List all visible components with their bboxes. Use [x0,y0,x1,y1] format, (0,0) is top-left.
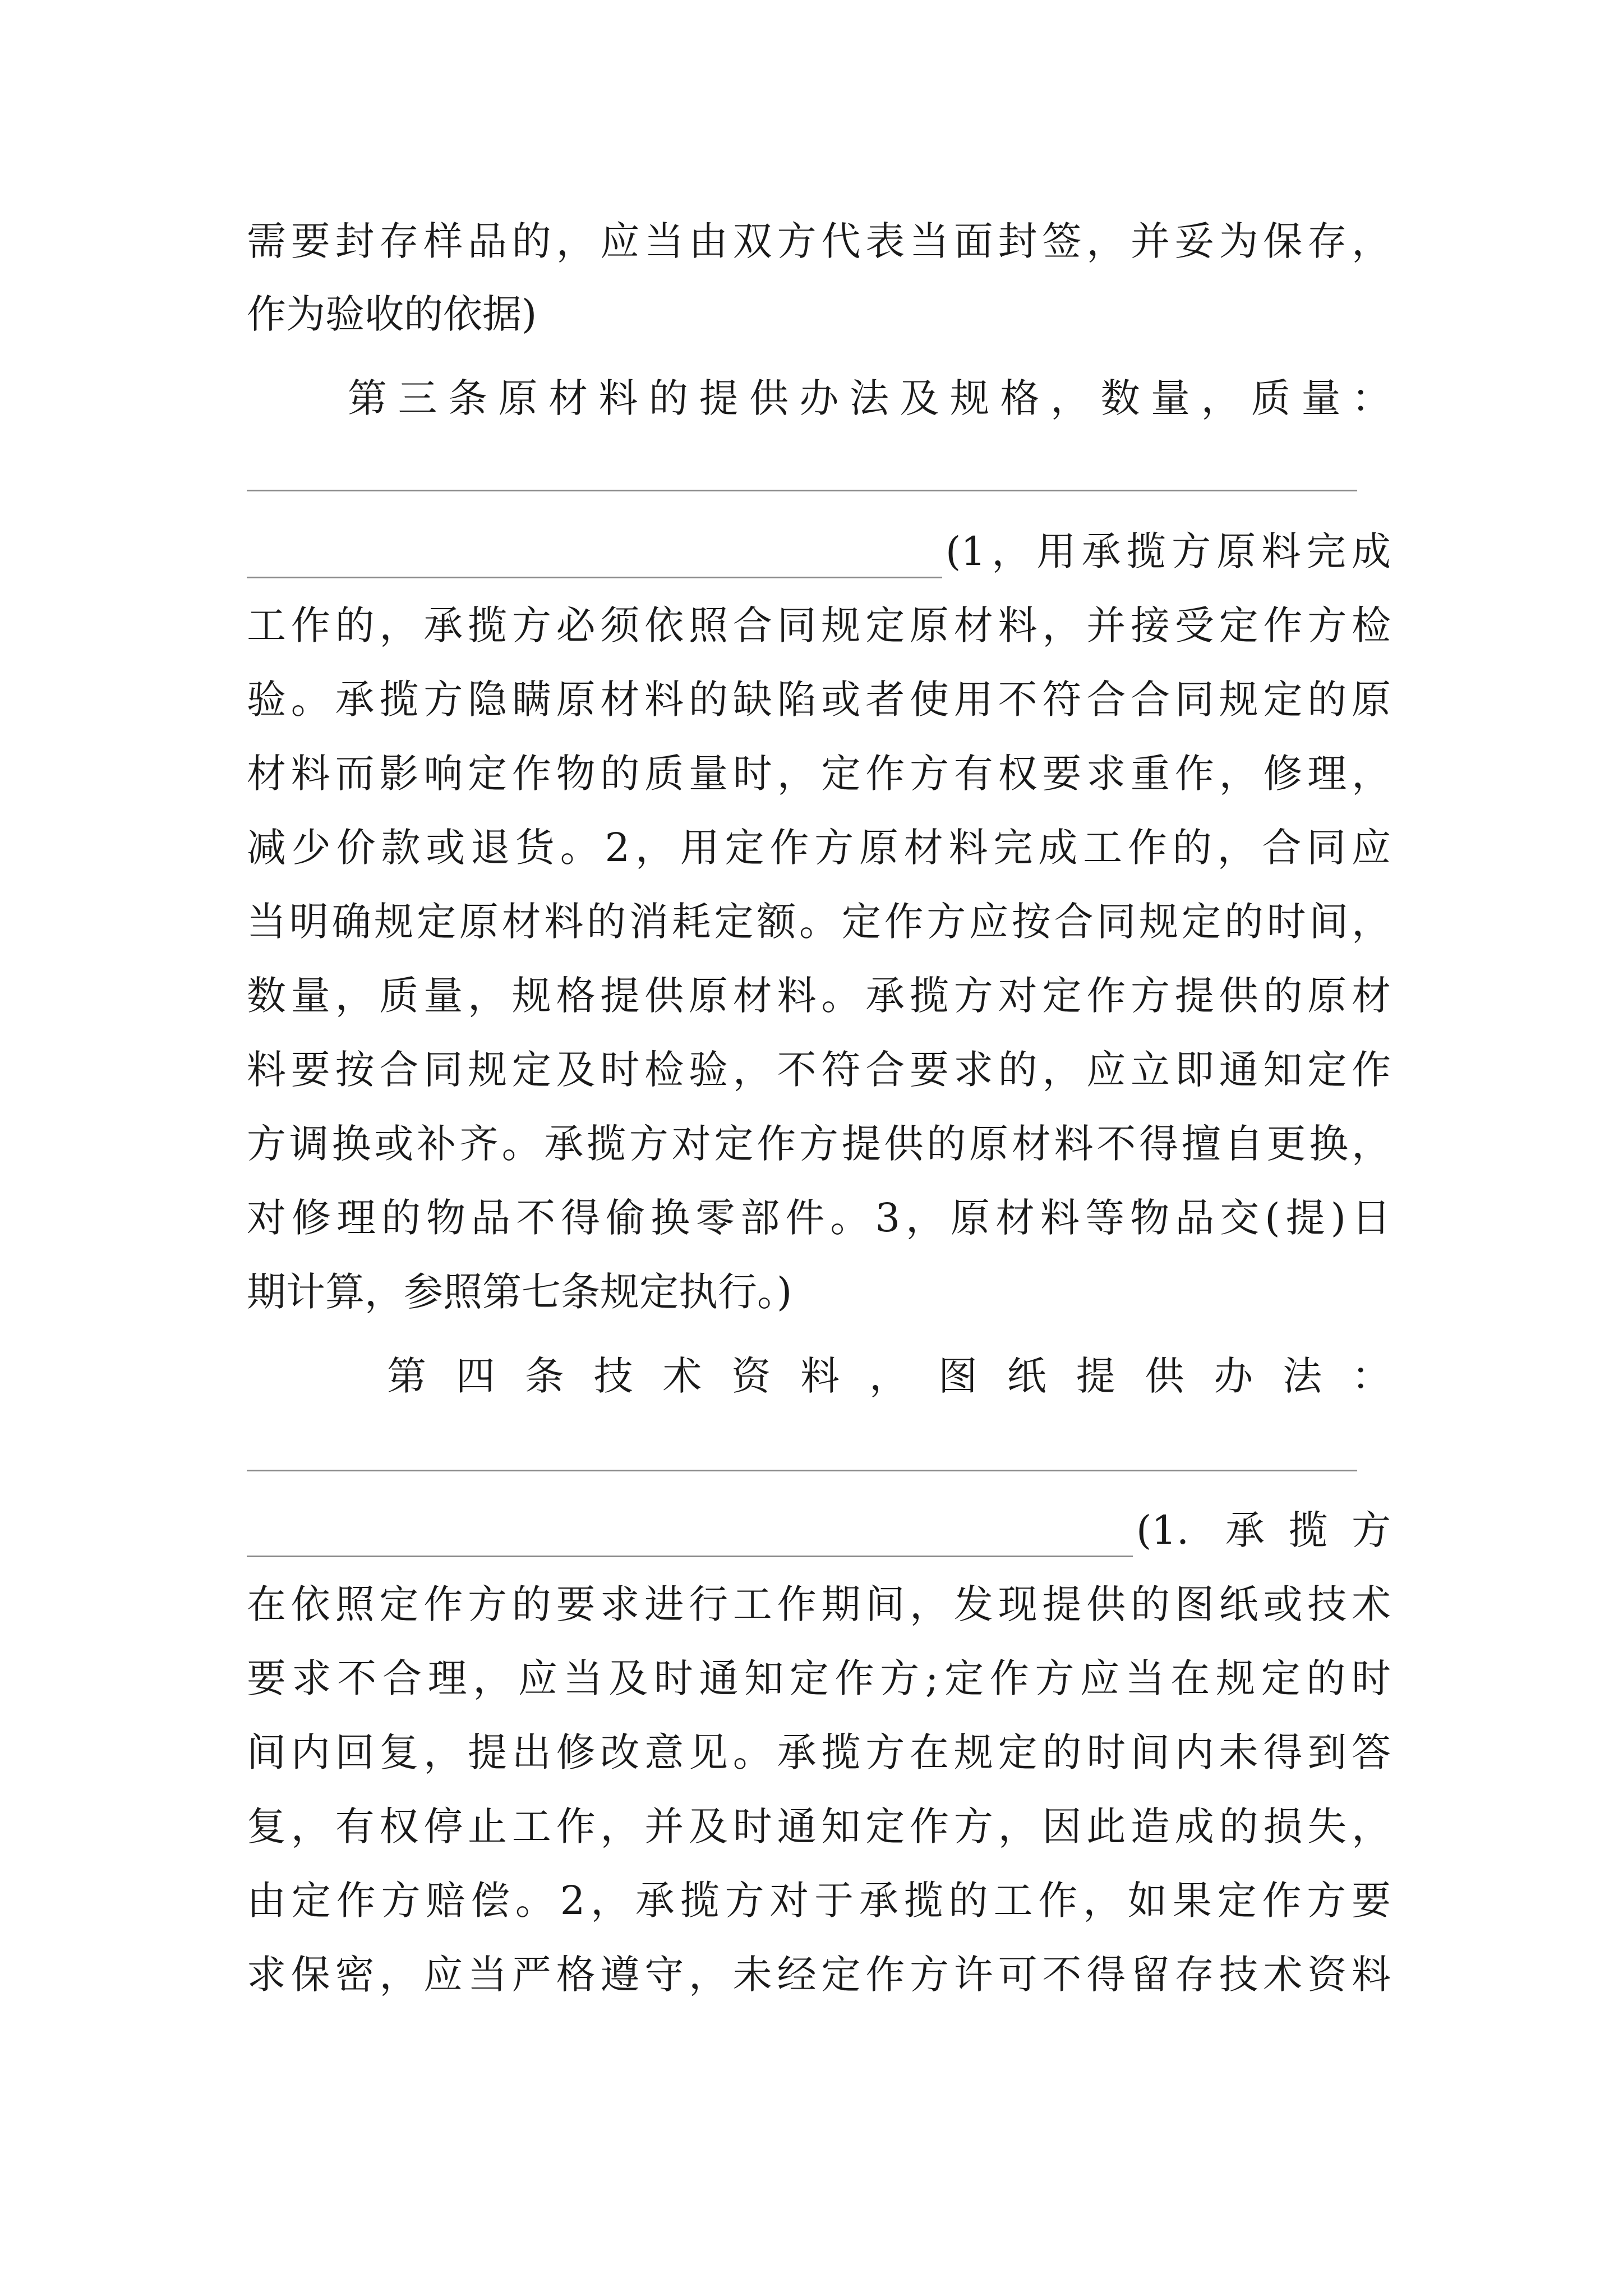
body-line: 当明确规定原材料的消耗定额。定作方应按合同规定的时间， [247,899,1391,945]
body-line: 工作的，承揽方必须依照合同规定原材料，并接受定作方检 [247,602,1391,648]
body-line: 要求不合理，应当及时通知定作方;定作方应当在规定的时 [247,1655,1391,1701]
body-line [247,1503,1391,1557]
body-line: 期计算，参照第七条规定执行。) [247,1269,792,1315]
body-line-text: (1，用承揽方原料完成 [946,528,1391,574]
body-line: 间内回复，提出修改意见。承揽方在规定的时间内未得到答 [247,1729,1391,1775]
body-line: 在依照定作方的要求进行工作期间，发现提供的图纸或技术 [247,1581,1391,1627]
body-line: 求保密，应当严格遵守，未经定作方许可不得留存技术资料 [247,1952,1391,1998]
body-line: 减少价款或退货。2，用定作方原材料完成工作的，合同应 [247,825,1391,871]
body-line: 需要封存样品的，应当由双方代表当面封签，并妥为保存， [247,218,1391,264]
article-3-heading: 第三条原材料的提供办法及规格，数量，质量： [348,375,1391,421]
body-line: 方调换或补齐。承揽方对定作方提供的原材料不得擅自更换， [247,1121,1391,1167]
body-line [247,524,1391,578]
body-line: 验。承揽方隐瞒原材料的缺陷或者使用不符合合同规定的原 [247,677,1391,723]
body-line: 料要按合同规定及时检验，不符合要求的，应立即通知定作 [247,1047,1391,1093]
article-4-heading: 第四条技术资料，图纸提供办法： [387,1353,1391,1399]
body-line: 材料而影响定作物的质量时，定作方有权要求重作，修理， [247,751,1391,797]
fill-in-blank [247,1516,1133,1557]
body-line: 作为验收的依据) [247,291,537,337]
body-line-text: (1. 承揽方 [1136,1507,1391,1553]
fill-in-blank [247,537,942,578]
body-line: 复，有权停止工作，并及时通知定作方，因此造成的损失， [247,1803,1391,1849]
body-line: 由定作方赔偿。2，承揽方对于承揽的工作，如果定作方要 [247,1878,1391,1924]
fill-in-blank-line [247,490,1357,491]
body-line: 对修理的物品不得偷换零部件。3，原材料等物品交(提)日 [247,1195,1391,1241]
body-line: 数量，质量，规格提供原材料。承揽方对定作方提供的原材 [247,973,1391,1019]
fill-in-blank-line [247,1470,1357,1471]
